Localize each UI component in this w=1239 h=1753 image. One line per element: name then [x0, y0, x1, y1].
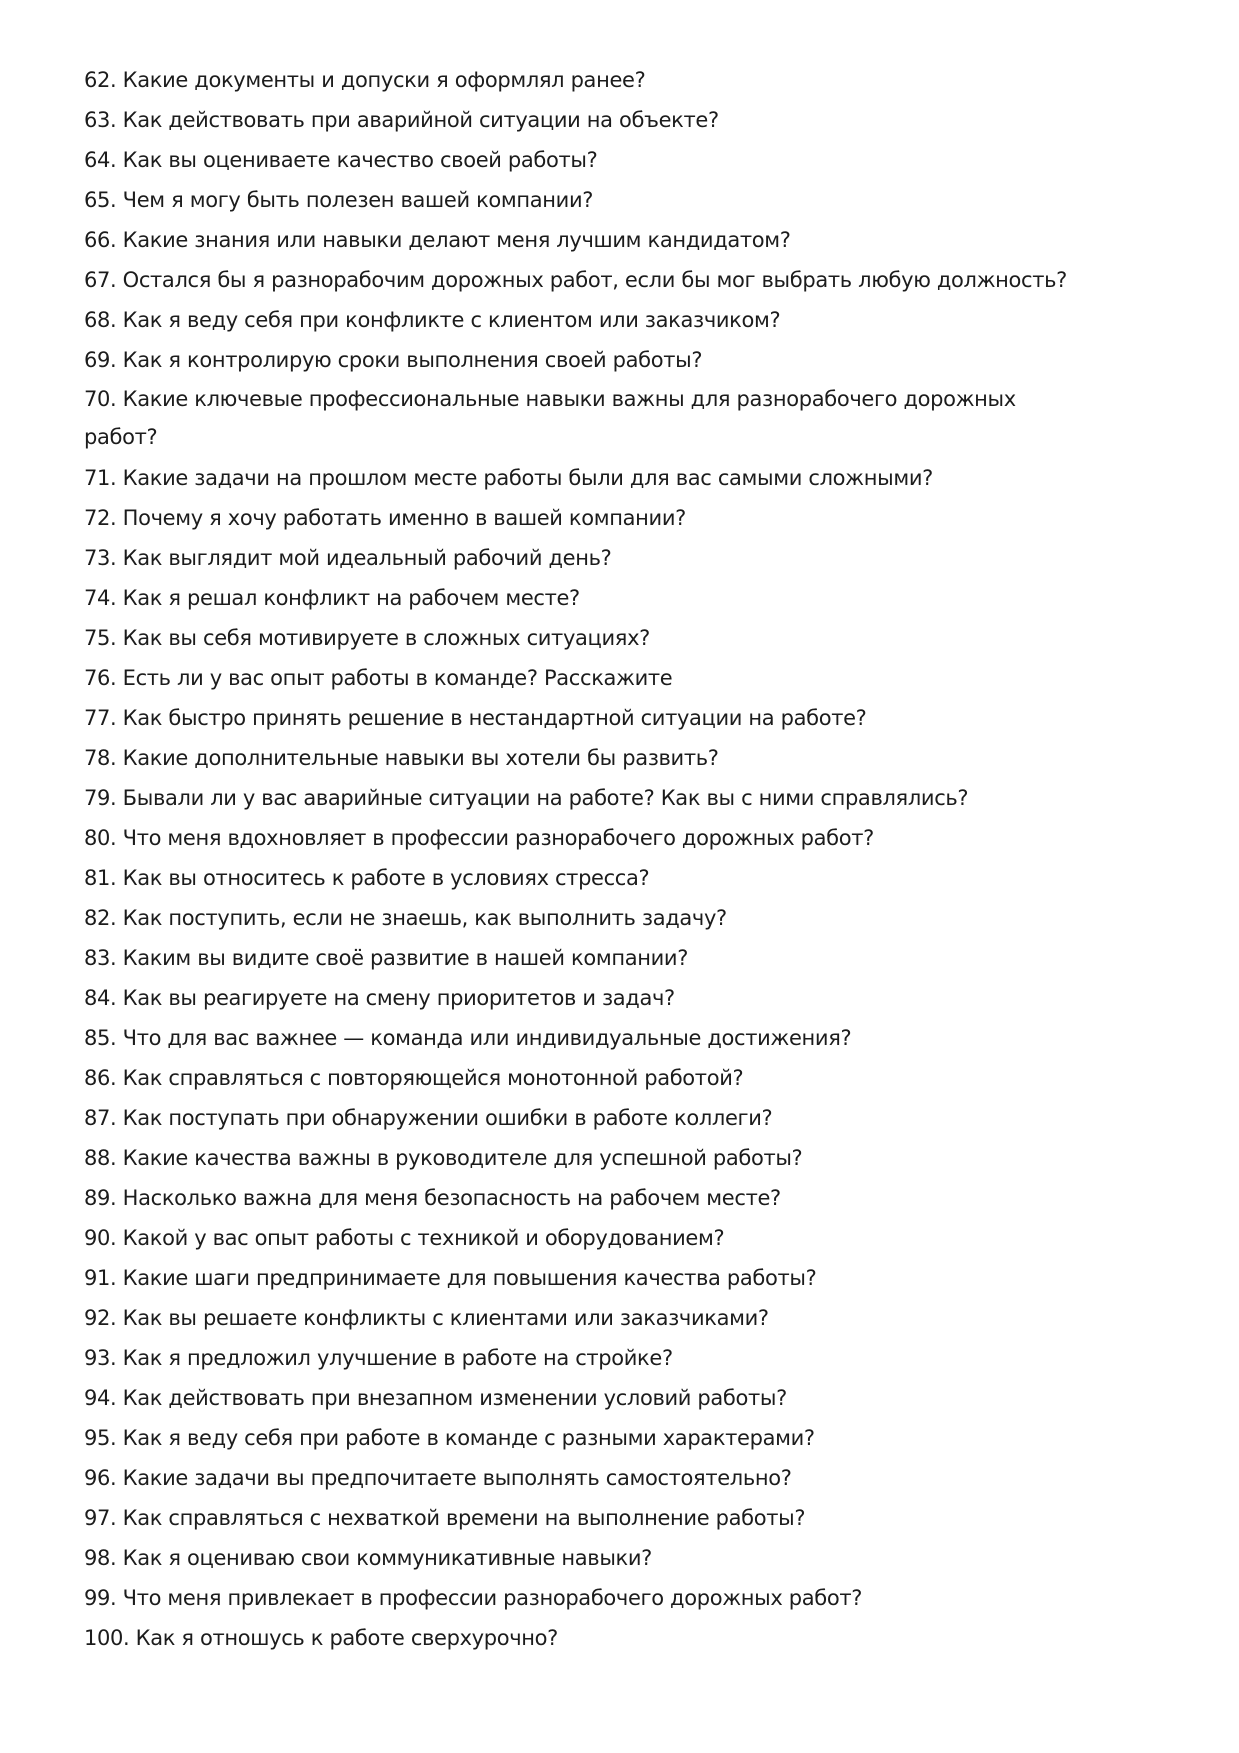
question-item: 64. Как вы оцениваете качество своей работы? — [84, 148, 598, 172]
question-item: 97. Как справляться с нехваткой времени на выполнение работы? — [84, 1506, 806, 1530]
question-item: 76. Есть ли у вас опыт работы в команде? Расскажите — [84, 666, 673, 690]
question-item: 87. Как поступать при обнаружении ошибки в работе коллеги? — [84, 1106, 773, 1130]
question-item: 72. Почему я хочу работать именно в вашей компании? — [84, 506, 686, 530]
question-item: 91. Какие шаги предпринимаете для повышения качества работы? — [84, 1266, 817, 1290]
question-item: 81. Как вы относитесь к работе в условиях стресса? — [84, 866, 650, 890]
question-item: 68. Как я веду себя при конфликте с клиентом или заказчиком? — [84, 308, 781, 332]
question-item: 85. Что для вас важнее — команда или индивидуальные достижения? — [84, 1026, 852, 1050]
question-item: 71. Какие задачи на прошлом месте работы были для вас самыми сложными? — [84, 466, 933, 490]
question-item: 88. Какие качества важны в руководителе для успешной работы? — [84, 1146, 803, 1170]
question-item: 77. Как быстро принять решение в нестандартной ситуации на работе? — [84, 706, 867, 730]
question-item: 86. Как справляться с повторяющейся монотонной работой? — [84, 1066, 744, 1090]
question-item: 80. Что меня вдохновляет в профессии разнорабочего дорожных работ? — [84, 826, 874, 850]
question-item: 93. Как я предложил улучшение в работе на стройке? — [84, 1346, 673, 1370]
question-item: 100. Как я отношусь к работе сверхурочно? — [84, 1626, 558, 1650]
question-item: 90. Какой у вас опыт работы с техникой и оборудованием? — [84, 1226, 725, 1250]
question-item: 79. Бывали ли у вас аварийные ситуации на работе? Как вы с ними справлялись? — [84, 786, 969, 810]
question-list — [84, 60, 1164, 1658]
question-item: 73. Как выглядит мой идеальный рабочий день? — [84, 546, 612, 570]
question-item: 63. Как действовать при аварийной ситуации на объекте? — [84, 108, 719, 132]
question-item: 98. Как я оцениваю свои коммуникативные навыки? — [84, 1546, 652, 1570]
question-item: 82. Как поступить, если не знаешь, как выполнить задачу? — [84, 906, 727, 930]
question-item: 78. Какие дополнительные навыки вы хотели бы развить? — [84, 746, 719, 770]
question-item: 69. Как я контролирую сроки выполнения своей работы? — [84, 348, 703, 372]
question-item: 96. Какие задачи вы предпочитаете выполнять самостоятельно? — [84, 1466, 792, 1490]
question-item: 65. Чем я могу быть полезен вашей компании? — [84, 188, 594, 212]
question-item: 70. Какие ключевые профессиональные навыки важны для разнорабочего дорожных работ? — [84, 387, 1016, 449]
question-item: 94. Как действовать при внезапном изменении условий работы? — [84, 1386, 787, 1410]
question-item: 83. Каким вы видите своё развитие в нашей компании? — [84, 946, 688, 970]
question-item: 99. Что меня привлекает в профессии разнорабочего дорожных работ? — [84, 1586, 863, 1610]
question-item: 75. Как вы себя мотивируете в сложных ситуациях? — [84, 626, 650, 650]
question-item: 89. Насколько важна для меня безопасность на рабочем месте? — [84, 1186, 781, 1210]
question-item: 66. Какие знания или навыки делают меня лучшим кандидатом? — [84, 228, 791, 252]
question-item: 84. Как вы реагируете на смену приоритетов и задач? — [84, 986, 675, 1010]
question-item: 95. Как я веду себя при работе в команде с разными характерами? — [84, 1426, 815, 1450]
question-item: 67. Остался бы я разнорабочим дорожных работ, если бы мог выбрать любую должность? — [84, 268, 1067, 292]
question-item: 62. Какие документы и допуски я оформлял ранее? — [84, 68, 646, 92]
question-item: 92. Как вы решаете конфликты с клиентами или заказчиками? — [84, 1306, 769, 1330]
question-item: 74. Как я решал конфликт на рабочем месте? — [84, 586, 580, 610]
